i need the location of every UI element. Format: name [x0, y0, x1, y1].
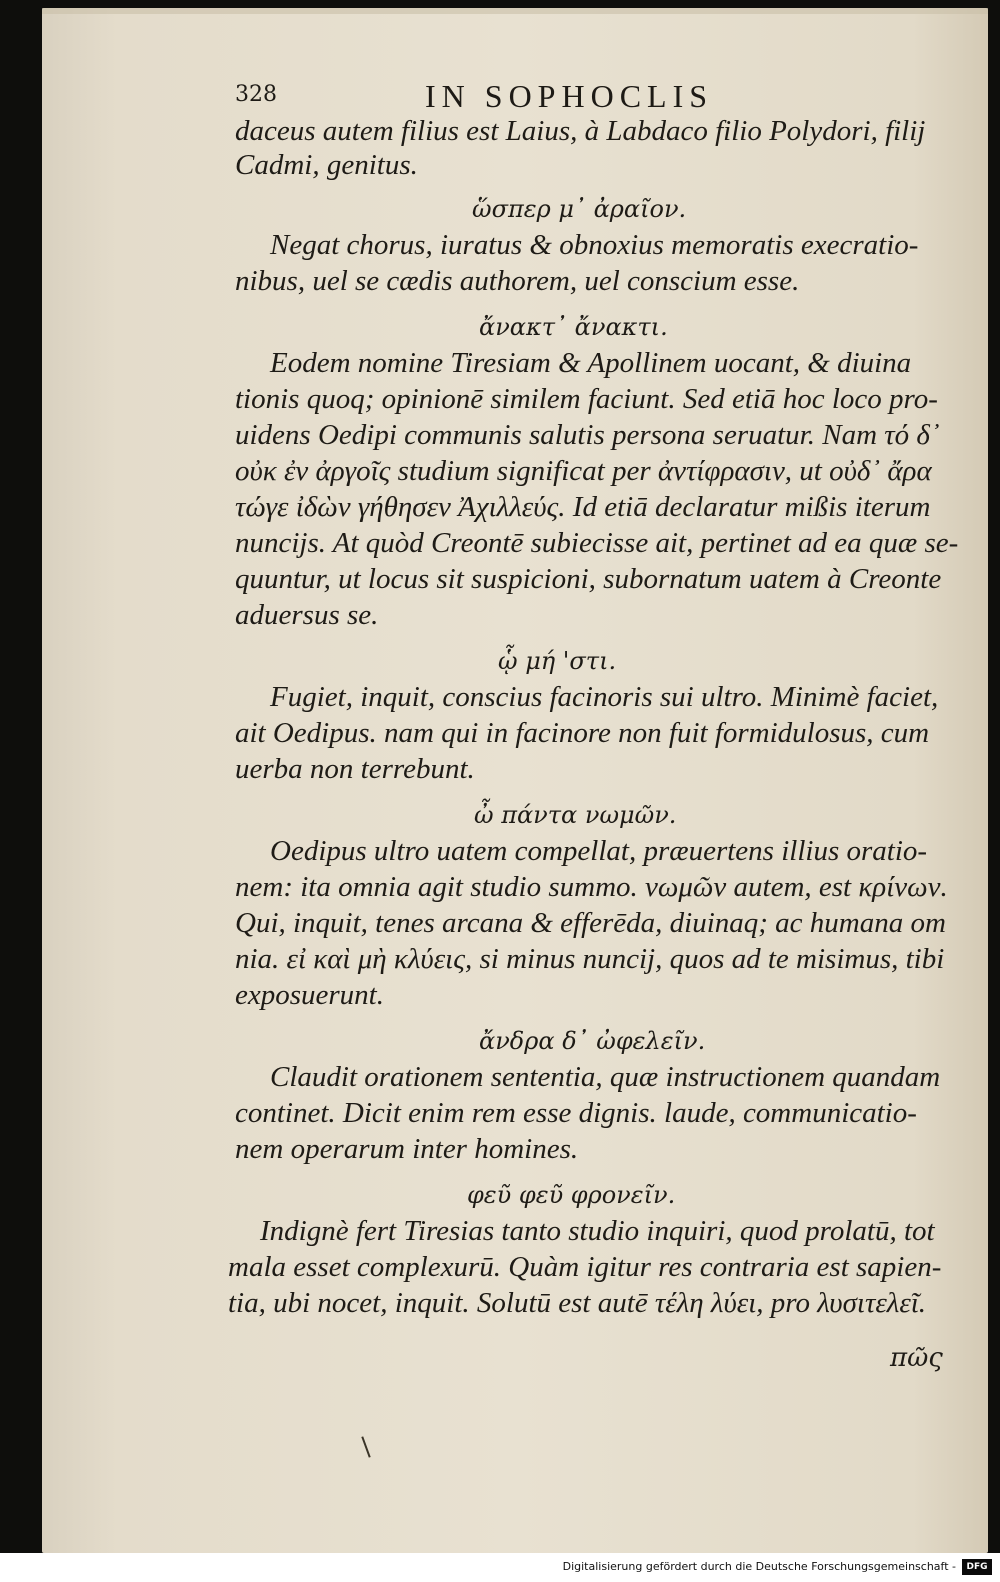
dfg-logo-icon: DFG [962, 1559, 992, 1575]
text-line: Negat chorus, iuratus & obnoxius memoratis execratio- [270, 229, 919, 261]
greek-lemma: ᾧ μή 'στι. [498, 647, 617, 675]
greek-lemma: ὥσπερ μ᾽ ἀραῖον. [472, 195, 687, 223]
text-line: continet. Dicit enim rem esse dignis. laude, communicatio- [235, 1097, 917, 1129]
text-line: Cadmi, genitus. [235, 149, 418, 181]
text-line: uerba non terrebunt. [235, 753, 475, 785]
ink-mark [361, 1436, 370, 1457]
text-line: τώγε ἰδὼν γήθησεν Ἀχιλλεύς. Id etiā declaratur mißis iterum [235, 491, 931, 523]
text-line: daceus autem filius est Laius, à Labdaco filio Polydori, filij [235, 115, 926, 147]
catchword: πῶς [890, 1343, 943, 1373]
book-page [42, 8, 988, 1553]
page-header [42, 78, 988, 114]
text-line: Claudit orationem sententia, quæ instructionem quandam [270, 1061, 941, 1093]
digitization-footer [0, 1553, 1000, 1582]
text-line: mala esset complexurū. Quàm igitur res contraria est sapien- [228, 1251, 942, 1283]
text-line: οὐκ ἐν ἀργοῖς studium significat per ἀντίφρασιν, ut οὐδ᾽ ἄρα [235, 455, 932, 487]
text-line: exposuerunt. [235, 979, 384, 1011]
page-edge [42, 8, 988, 14]
text-line: ait Oedipus. nam qui in facinore non fuit formidulosus, cum [235, 717, 930, 749]
text-line: Indignè fert Tiresias tanto studio inquiri, quod prolatū, tot [260, 1215, 935, 1247]
greek-lemma: ἄνακτ᾽ ἄνακτι. [479, 313, 668, 341]
text-line: nem operarum inter homines. [235, 1133, 579, 1165]
text-line: Oedipus ultro uatem compellat, præuertens illius oratio- [270, 835, 928, 867]
greek-lemma: ἄνδρα δ᾽ ὠφελεῖν. [479, 1027, 706, 1055]
text-line: quuntur, ut locus sit suspicioni, subornatum uatem à Creonte [235, 563, 942, 595]
greek-lemma: φεῦ φεῦ φρονεῖν. [467, 1181, 676, 1209]
text-line: nibus, uel se cædis authorem, uel conscium esse. [235, 265, 800, 297]
text-line: nem: ita omnia agit studio summo. νωμῶν autem, est κρίνων. [235, 871, 948, 903]
text-line: Qui, inquit, tenes arcana & efferēda, diuinaq; ac humana om [235, 907, 946, 939]
greek-lemma: ὦ πάντα νωμῶν. [474, 801, 677, 829]
text-line: Eodem nomine Tiresiam & Apollinem uocant, & diuina [270, 347, 912, 379]
text-line: nuncijs. At quòd Creontē subiecisse ait, pertinet ad ea quæ se- [235, 527, 959, 559]
text-line: aduersus se. [235, 599, 379, 631]
funding-credit: Digitalisierung gefördert durch die Deutsche Forschungsgemeinschaft - [562, 1560, 956, 1573]
text-line: tionis quoq; opinionē similem faciunt. Sed etiā hoc loco pro- [235, 383, 938, 415]
page-number: 328 [235, 82, 277, 107]
text-line: uidens Oedipi communis salutis persona seruatur. Nam τό δ᾽ [235, 419, 940, 451]
running-head: IN SOPHOCLIS [425, 78, 714, 114]
text-line: tia, ubi nocet, inquit. Solutū est autē τέλη λύει, pro λυσιτελεῖ. [228, 1287, 927, 1319]
text-line: nia. εἰ καὶ μὴ κλύεις, si minus nuncij, quos ad te misimus, tibi [235, 943, 945, 975]
text-line: Fugiet, inquit, conscius facinoris sui ultro. Minimè faciet, [270, 681, 939, 713]
